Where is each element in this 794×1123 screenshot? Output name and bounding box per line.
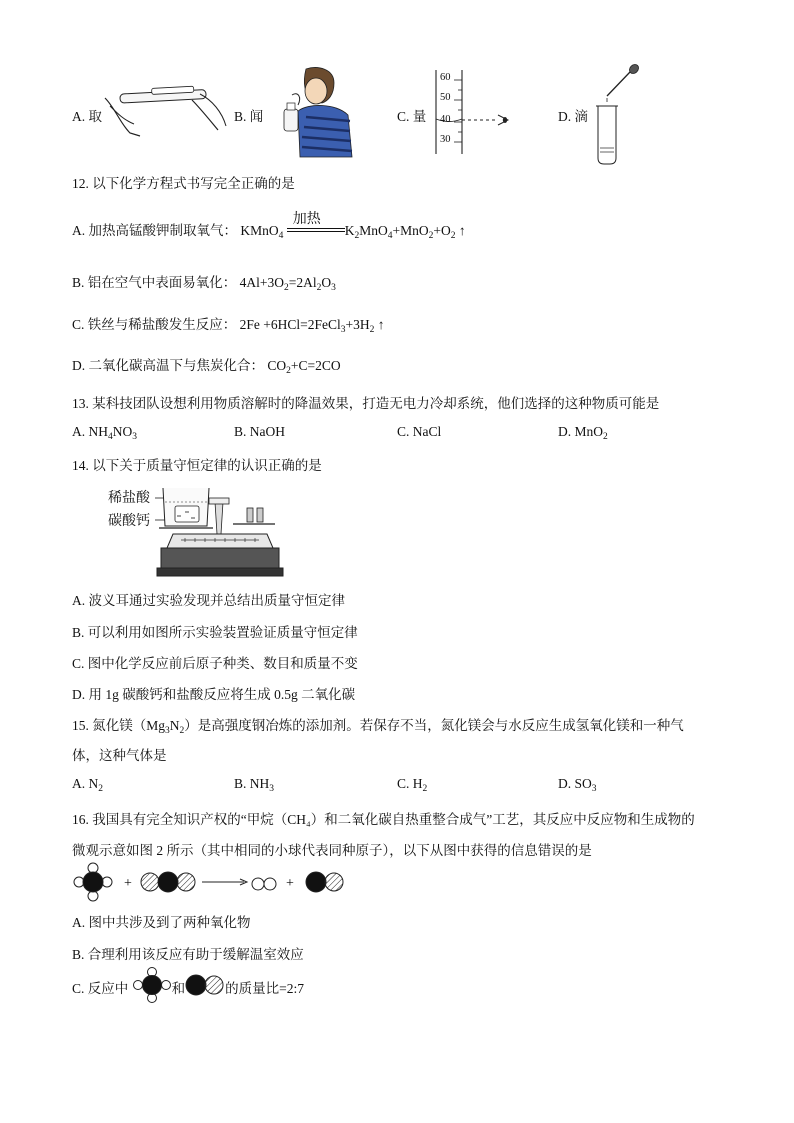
q16-option-a: A. 图中共涉及到了两种氧化物 [72,915,251,930]
q15-option-a: A. $N_2$ [72,776,103,794]
q16-option-b: B. 合理利用该反应有助于缓解温室效应 [72,947,304,962]
option-label: 量 [412,109,427,124]
label-calcium-carbonate: 碳酸钙 [108,514,150,529]
q12-option-d [72,354,341,376]
q14-option-a: A. 波义耳通过实验发现并总结出质量守恒定律 [72,593,345,608]
q15-stem-line2: 体，这种气体是 [72,748,167,763]
q14-stem: 14. 以下关于质量守恒定律的认识正确的是 [72,458,322,473]
option-connector: 和 [171,981,186,996]
option-text: 的质量比=2:7 [225,981,305,996]
q16-option-c [72,977,304,997]
q12-option-c [72,313,385,335]
tick-40: 40 [440,114,451,125]
q14-option-d: D. 用 1g 碳酸钙和盐酸反应将生成 0.5g 二氧化碳 [72,687,356,702]
reaction-condition: 加热 [292,212,321,227]
option-letter: C. [397,109,410,124]
option-label: 闻 [249,109,264,124]
q11-option-c [397,105,426,125]
tick-30: 30 [440,134,451,145]
q11-option-a [72,105,102,125]
label-dilute-hcl: 稀盐酸 [108,491,150,506]
q14-option-b: B. 可以利用如图所示实验装置验证质量守恒定律 [72,625,358,640]
balance-apparatus-illustration [155,482,285,580]
q12-stem: 12. 以下化学方程式书写完全正确的是 [72,176,295,191]
q11-option-b [234,105,263,125]
option-label: 滴 [574,109,588,124]
q16-stem-line1: 16. 我国具有完全知识产权的“甲烷（CH₄）和二氧化碳自热重整合成气”工艺，其反应中反应物和生成物的 [72,812,695,827]
svg-text:+: + [286,876,294,891]
equation-d: $CO_2+C=2CO$ [267,358,341,376]
option-letter: A. [72,109,86,124]
q13-option-b: B. NaOH [234,424,285,439]
tick-50: 50 [440,92,451,103]
q12-option-a [72,212,466,241]
test-tube-pour-illustration [100,78,230,140]
q14-option-c: C. 图中化学反应前后原子种类、数目和质量不变 [72,656,358,671]
option-label: 取 [88,109,102,124]
molecular-reaction-diagram [72,860,362,904]
option-letter: B. [234,109,247,124]
q12-option-b [72,271,336,293]
svg-text:+: + [124,876,132,891]
q15-stem-line1: 15. 氮化镁$(Mg_3N_2)$是高强度钢冶炼的添加剂。若保存不当，氮化镁会与水反应生成氢氧化镁和一种气 [72,718,684,736]
option-text: C. 反应中 [72,981,129,996]
methane-molecule-icon [132,979,172,993]
q16-stem-line2: 微观示意如图 2 所示（其中相同的小球代表同种原子），以下从图中获得的信息错误的是 [72,843,592,858]
cylinder-tick-labels [440,73,451,145]
option-text: D. 二氧化碳高温下与焦炭化合： [72,358,264,373]
q15-option-c: C. $H_2$ [397,776,428,794]
option-text: B. 铝在空气中表面易氧化： [72,275,237,290]
option-text: C. 铁丝与稀盐酸发生反应： [72,317,237,332]
equation-b: $4Al+3O_2=2Al_2O_3$ [239,275,336,293]
tick-60: 60 [440,72,451,83]
q13-option-d: D. MnO$_2$ [558,424,608,442]
q13-stem: 13. 某科技团队设想利用物质溶解时的降温效果，打造无电力冷却系统，他们选择的这种物质可能是 [72,396,660,411]
option-text: A. 加热高锰酸钾制取氧气： [72,223,237,238]
equation-a: KMnO$_4$ 加热 $K_2MnO_4+MnO_2+O_2$ ↑ [240,223,465,238]
option-letter: D. [558,109,572,124]
q15-option-d: D. $SO_3$ [558,776,597,794]
smelling-boy-illustration [278,65,354,157]
q11-option-d [558,105,588,125]
q13-option-c: C. NaCl [397,424,442,439]
carbon-monoxide-molecule-icon [185,979,225,993]
q15-option-b: B. $NH_3$ [234,776,275,794]
equation-c: $2Fe +6HCl=2FeCl_3+3H_2$ ↑ [239,317,385,335]
dropper-tube-illustration [596,62,644,166]
q13-option-a: A. $NH_4NO_3$ [72,424,137,442]
